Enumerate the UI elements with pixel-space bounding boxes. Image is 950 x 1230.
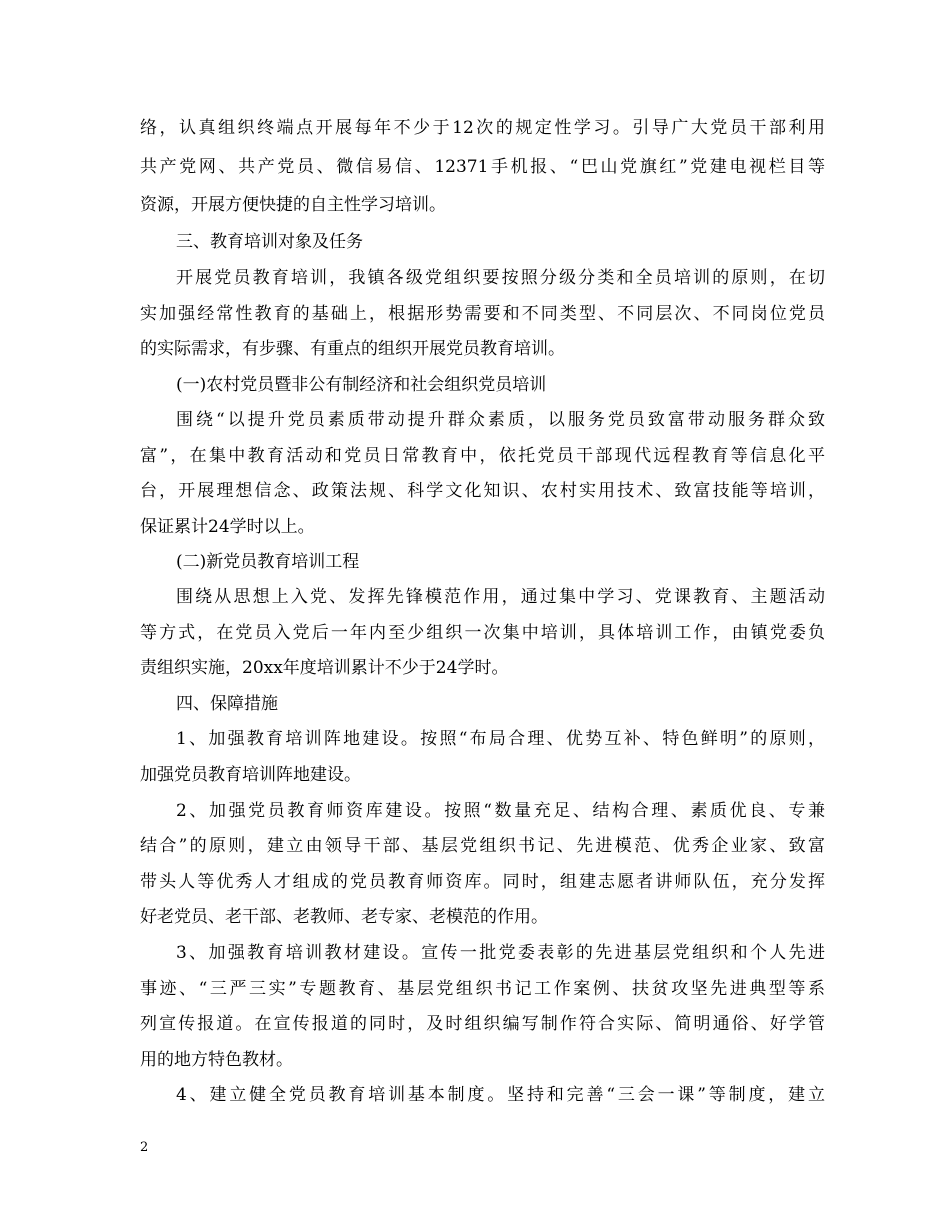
section-heading: 四、保障措施 <box>176 694 278 714</box>
text-line: 围绕“以提升党员素质带动提升群众素质，以服务党员致富带动服务群众致 <box>176 410 825 430</box>
text-line: 1、加强教育培训阵地建设。按照“布局合理、优势互补、特色鲜明”的原则， <box>176 729 825 749</box>
text-line: 带头人等优秀人才组成的党员教育师资库。同时，组建志愿者讲师队伍，充分发挥 <box>140 872 825 892</box>
text-line: 保证累计24学时以上。 <box>140 517 315 537</box>
text-line: 加强党员教育培训阵地建设。 <box>140 765 361 785</box>
text-line: 富”，在集中教育活动和党员日常教育中，依托党员干部现代远程教育等信息化平 <box>140 446 825 466</box>
text-line: 列宣传报道。在宣传报道的同时，及时组织编写制作符合实际、简明通俗、好学管 <box>140 1014 825 1034</box>
text-line: 围绕从思想上入党、发挥先锋模范作用，通过集中学习、党课教育、主题活动 <box>176 587 825 607</box>
text-line: 用的地方特色教材。 <box>140 1050 293 1070</box>
text-line: 好老党员、老干部、老教师、老专家、老模范的作用。 <box>140 907 548 927</box>
text-line: 责组织实施，20xx年度培训累计不少于24学时。 <box>140 658 509 678</box>
page-number: 2 <box>140 1140 149 1155</box>
text-line: 2、加强党员教育师资库建设。按照“数量充足、结构合理、素质优良、专兼 <box>176 801 825 821</box>
section-heading: 三、教育培训对象及任务 <box>176 232 363 252</box>
text-line: 的实际需求，有步骤、有重点的组织开展党员教育培训。 <box>140 339 565 359</box>
subsection-heading: (一)农村党员暨非公有制经济和社会组织党员培训 <box>176 375 547 395</box>
text-line: 结合”的原则，建立由领导干部、基层党组织书记、先进模范、优秀企业家、致富 <box>140 836 825 856</box>
subsection-heading: (二)新党员教育培训工程 <box>176 552 360 572</box>
text-line: 络，认真组织终端点开展每年不少于12次的规定性学习。引导广大党员干部利用 <box>140 118 825 138</box>
text-line: 4、建立健全党员教育培训基本制度。坚持和完善“三会一课”等制度，建立 <box>176 1085 825 1105</box>
text-line: 3、加强教育培训教材建设。宣传一批党委表彰的先进基层党组织和个人先进 <box>176 943 825 963</box>
text-line: 共产党网、共产党员、微信易信、12371手机报、“巴山党旗红”党建电视栏目等 <box>140 157 825 177</box>
text-line: 实加强经常性教育的基础上，根据形势需要和不同类型、不同层次、不同岗位党员 <box>140 304 825 324</box>
text-line: 事迹、“三严三实”专题教育、基层党组织书记工作案例、扶贫攻坚先进典型等系 <box>140 979 825 999</box>
text-line: 资源，开展方便快捷的自主性学习培训。 <box>140 195 446 215</box>
text-line: 台，开展理想信念、政策法规、科学文化知识、农村实用技术、致富技能等培训， <box>140 481 825 501</box>
text-line: 开展党员教育培训，我镇各级党组织要按照分级分类和全员培训的原则，在切 <box>176 268 825 288</box>
text-line: 等方式，在党员入党后一年内至少组织一次集中培训，具体培训工作，由镇党委负 <box>140 623 825 643</box>
